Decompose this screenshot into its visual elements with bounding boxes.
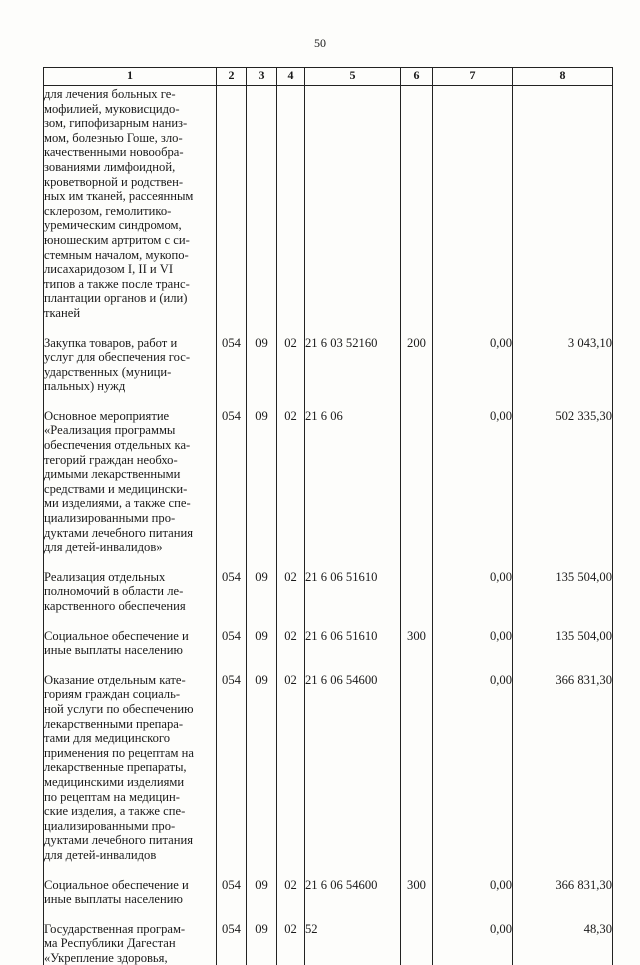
header-col-6: 6	[401, 68, 433, 86]
row-section: 09	[247, 873, 277, 917]
header-col-3: 3	[247, 68, 277, 86]
row-amount-7: 0,00	[433, 668, 513, 873]
row-section: 09	[247, 917, 277, 965]
row-ministry: 054	[217, 404, 247, 565]
table-row	[44, 668, 613, 873]
row-subsection: 02	[277, 668, 305, 873]
row-ministry: 054	[217, 668, 247, 873]
row-name: Закупка товаров, работ и услуг для обеспечения гос- ударственных (муници- пальных) нужд	[44, 331, 217, 404]
row-name: для лечения больных ге- мофилией, муковисцидо- зом, гипофизарным наниз- мом, болезнью Гоше, зло- качественными новообра- зованиями лимфоидной, кроветворной и родствен- ных им тканей, рассеянным склерозом, гемолитико- уремическим синдромом, юношеским артритом с си- стемным началом, мукопо- лисахаридозом I, II и VI типов а также после транс- плантации органов и (или) тканей	[44, 86, 217, 331]
row-target-article: 21 6 06	[305, 404, 401, 565]
row-section: 09	[247, 624, 277, 668]
row-subsection: 02	[277, 873, 305, 917]
table-row	[44, 917, 613, 965]
row-target-article: 21 6 03 52160	[305, 331, 401, 404]
row-amount-8: 502 335,30	[513, 404, 613, 565]
row-section: 09	[247, 668, 277, 873]
header-row	[44, 68, 613, 86]
row-amount-8: 3 043,10	[513, 331, 613, 404]
row-name: Социальное обеспечение и иные выплаты населению	[44, 873, 217, 917]
page-number: 50	[0, 36, 640, 51]
table-row	[44, 624, 613, 668]
row-section: 09	[247, 565, 277, 624]
header-col-2: 2	[217, 68, 247, 86]
row-amount-7: 0,00	[433, 565, 513, 624]
row-subsection	[277, 86, 305, 331]
row-amount-8	[513, 86, 613, 331]
row-section	[247, 86, 277, 331]
table-row	[44, 404, 613, 565]
row-amount-7	[433, 86, 513, 331]
row-subsection: 02	[277, 404, 305, 565]
row-target-article: 52	[305, 917, 401, 965]
row-amount-8: 135 504,00	[513, 565, 613, 624]
row-expense-type: 200	[401, 331, 433, 404]
row-expense-type: 300	[401, 873, 433, 917]
header-col-8: 8	[513, 68, 613, 86]
row-target-article: 21 6 06 51610	[305, 624, 401, 668]
row-amount-7: 0,00	[433, 873, 513, 917]
row-expense-type	[401, 565, 433, 624]
row-name: Оказание отдельным кате- гориям граждан социаль- ной услуги по обеспечению лекарственными препара- тами для медицинского применения по рецептам на лекарственные препараты, медицинскими изделиями по рецептам на медицин- ские изделия, а также спе- циализированными про- дуктами лечебного питания для детей-инвалидов	[44, 668, 217, 873]
row-amount-8: 48,30	[513, 917, 613, 965]
row-name: Государственная програм- ма Республики Дагестан «Укрепление здоровья,	[44, 917, 217, 965]
row-subsection: 02	[277, 331, 305, 404]
table-row	[44, 86, 613, 331]
row-ministry	[217, 86, 247, 331]
row-expense-type: 300	[401, 624, 433, 668]
table-row	[44, 331, 613, 404]
row-amount-7: 0,00	[433, 917, 513, 965]
header-col-7: 7	[433, 68, 513, 86]
row-section: 09	[247, 404, 277, 565]
row-amount-8: 366 831,30	[513, 873, 613, 917]
row-expense-type	[401, 404, 433, 565]
row-subsection: 02	[277, 624, 305, 668]
row-ministry: 054	[217, 565, 247, 624]
row-amount-7: 0,00	[433, 624, 513, 668]
header-col-1: 1	[44, 68, 217, 86]
row-ministry: 054	[217, 624, 247, 668]
row-expense-type	[401, 86, 433, 331]
row-target-article: 21 6 06 54600	[305, 668, 401, 873]
row-ministry: 054	[217, 917, 247, 965]
budget-table	[43, 67, 613, 965]
row-amount-7: 0,00	[433, 404, 513, 565]
header-col-4: 4	[277, 68, 305, 86]
row-expense-type	[401, 917, 433, 965]
row-amount-8: 366 831,30	[513, 668, 613, 873]
row-ministry: 054	[217, 331, 247, 404]
row-expense-type	[401, 668, 433, 873]
table-body	[44, 86, 613, 965]
row-amount-7: 0,00	[433, 331, 513, 404]
row-subsection: 02	[277, 917, 305, 965]
row-ministry: 054	[217, 873, 247, 917]
row-name: Основное мероприятие «Реализация программы обеспечения отдельных ка- тегорий граждан необхо- димыми лекарственными средствами и медицински- ми изделиями, а также спе- циализированными про- дуктами лечебного питания для детей-инвалидов»	[44, 404, 217, 565]
table-row	[44, 873, 613, 917]
row-subsection: 02	[277, 565, 305, 624]
row-name: Социальное обеспечение и иные выплаты населению	[44, 624, 217, 668]
row-name: Реализация отдельных полномочий в области ле- карственного обеспечения	[44, 565, 217, 624]
row-amount-8: 135 504,00	[513, 624, 613, 668]
row-target-article: 21 6 06 51610	[305, 565, 401, 624]
row-target-article	[305, 86, 401, 331]
row-target-article: 21 6 06 54600	[305, 873, 401, 917]
header-col-5: 5	[305, 68, 401, 86]
table-row	[44, 565, 613, 624]
row-section: 09	[247, 331, 277, 404]
